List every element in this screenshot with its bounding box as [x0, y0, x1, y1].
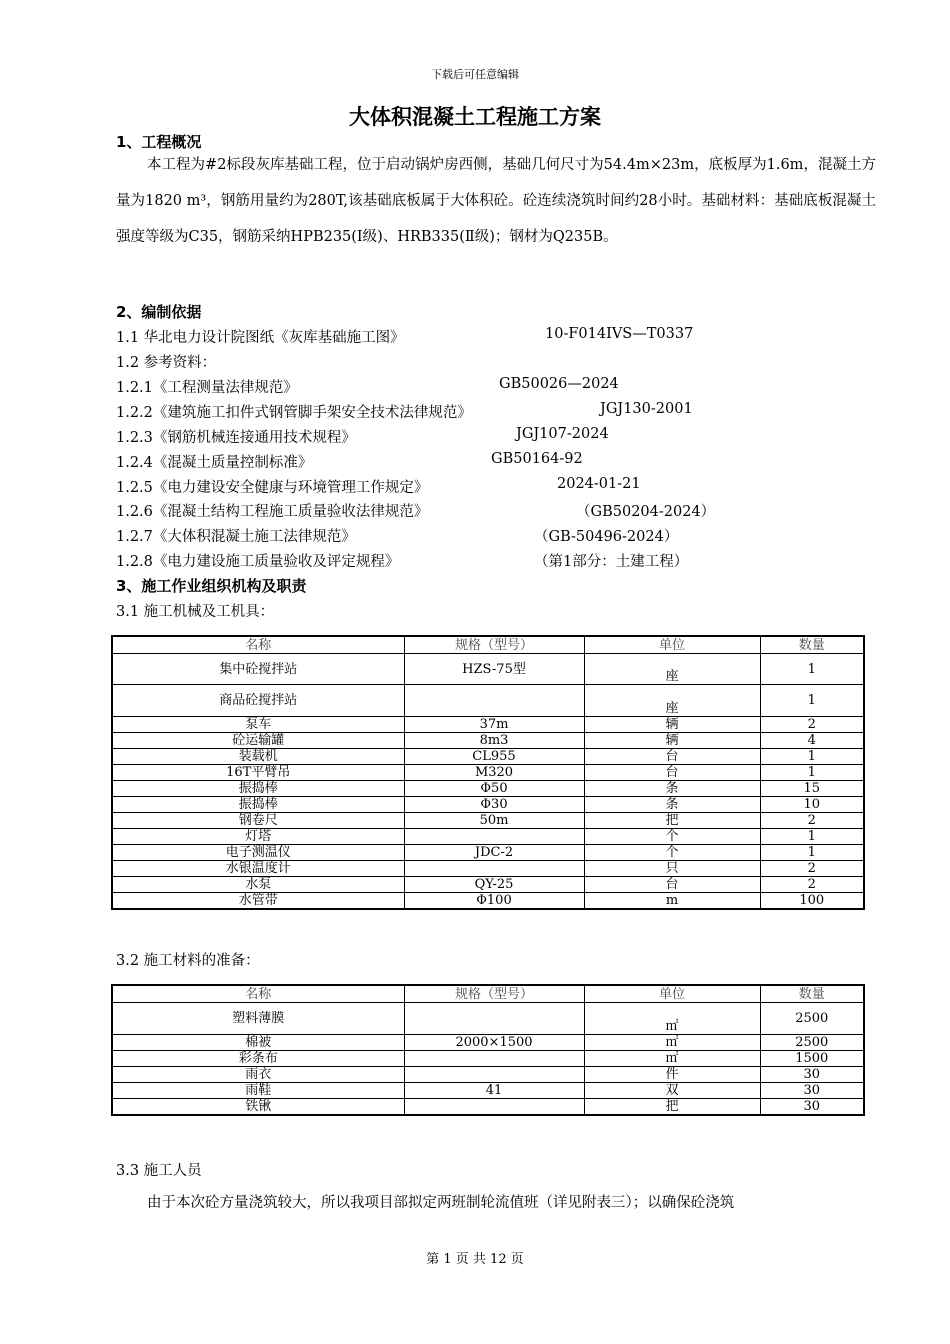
table-cell: 4 — [760, 733, 864, 749]
table-cell: 1 — [760, 829, 864, 845]
table-cell: 1 — [760, 685, 864, 717]
page-number: 第 1 页 共 12 页 — [426, 1252, 524, 1267]
table-row — [112, 1083, 864, 1099]
reference-code: GB50026—2024 — [499, 376, 619, 392]
document-title: 大体积混凝土工程施工方案 — [349, 105, 601, 129]
column-header: 数量 — [760, 636, 864, 654]
reference-label: 1.2 参考资料： — [116, 355, 217, 371]
table-row — [112, 749, 864, 765]
table-cell: 30 — [760, 1083, 864, 1099]
reference-code: （GB50204-2024） — [576, 504, 716, 520]
table-cell: 台 — [584, 765, 760, 781]
table-cell — [404, 1051, 584, 1067]
table-cell: 2 — [760, 813, 864, 829]
table-cell: 1 — [760, 765, 864, 781]
table-row — [112, 685, 864, 717]
table-cell: 条 — [584, 781, 760, 797]
table-cell: 2 — [760, 877, 864, 893]
table-cell: 件 — [584, 1067, 760, 1083]
table-cell: JDC-2 — [404, 845, 584, 861]
table-cell: 2 — [760, 861, 864, 877]
reference-code: 10-F014IVS—T0337 — [545, 326, 694, 342]
table-cell: 8m3 — [404, 733, 584, 749]
table-row — [112, 1035, 864, 1051]
table-cell: 个 — [584, 845, 760, 861]
table-row — [112, 733, 864, 749]
table-row — [112, 797, 864, 813]
table-row — [112, 781, 864, 797]
table-cell: 雨衣 — [112, 1067, 404, 1083]
table-cell: 水银温度计 — [112, 861, 404, 877]
table-cell: 2 — [760, 717, 864, 733]
table-cell: M320 — [404, 765, 584, 781]
section-3-1-heading: 3.1 施工机械及工机具： — [116, 604, 275, 620]
header-note: 下载后可任意编辑 — [431, 68, 519, 81]
section-2-heading: 2、编制依据 — [116, 303, 202, 321]
reference-code: 2024-01-21 — [557, 476, 641, 492]
table-cell — [404, 1099, 584, 1116]
table-cell: QY-25 — [404, 877, 584, 893]
table-cell: 砼运输罐 — [112, 733, 404, 749]
table-cell: 装载机 — [112, 749, 404, 765]
column-header: 规格（型号） — [404, 985, 584, 1003]
table-row — [112, 893, 864, 910]
table-row — [112, 717, 864, 733]
table-cell: 100 — [760, 893, 864, 910]
column-header: 名称 — [112, 636, 404, 654]
reference-label: 1.2.2《建筑施工扣件式钢管脚手架安全技术法律规范》 — [116, 405, 472, 421]
table-cell: Φ30 — [404, 797, 584, 813]
table-cell: 座 — [584, 654, 760, 685]
table-cell: 41 — [404, 1083, 584, 1099]
reference-label: 1.1 华北电力设计院图纸《灰库基础施工图》 — [116, 330, 405, 346]
column-header: 名称 — [112, 985, 404, 1003]
table-cell: 1 — [760, 845, 864, 861]
table-cell: 铁锹 — [112, 1099, 404, 1116]
machinery-table — [111, 635, 865, 910]
column-header: 规格（型号） — [404, 636, 584, 654]
section-3-3-heading: 3.3 施工人员 — [116, 1163, 202, 1179]
table-row — [112, 877, 864, 893]
table-cell — [404, 861, 584, 877]
table-row — [112, 845, 864, 861]
reference-label: 1.2.1《工程测量法律规范》 — [116, 380, 298, 396]
table-cell — [404, 829, 584, 845]
table-cell — [404, 685, 584, 717]
table-cell: m — [584, 893, 760, 910]
table-cell: 水泵 — [112, 877, 404, 893]
table-cell: 辆 — [584, 717, 760, 733]
table-cell — [404, 1003, 584, 1035]
table-cell: 把 — [584, 1099, 760, 1116]
table-cell: 振捣棒 — [112, 781, 404, 797]
table-cell: 16T平臂吊 — [112, 765, 404, 781]
table-row — [112, 861, 864, 877]
table-cell: 商品砼搅拌站 — [112, 685, 404, 717]
column-header: 单位 — [584, 636, 760, 654]
column-header: 数量 — [760, 985, 864, 1003]
table-cell: 振捣棒 — [112, 797, 404, 813]
table-cell: 辆 — [584, 733, 760, 749]
table-cell: 条 — [584, 797, 760, 813]
table-row — [112, 829, 864, 845]
table-cell: 15 — [760, 781, 864, 797]
reference-label: 1.2.5《电力建设安全健康与环境管理工作规定》 — [116, 480, 429, 496]
table-cell: 电子测温仪 — [112, 845, 404, 861]
table-cell: 台 — [584, 749, 760, 765]
reference-code: （第1部分：土建工程） — [534, 554, 689, 570]
table-cell: 10 — [760, 797, 864, 813]
table-cell: 座 — [584, 685, 760, 717]
table-cell: HZS-75型 — [404, 654, 584, 685]
table-cell: Φ100 — [404, 893, 584, 910]
table-row — [112, 1051, 864, 1067]
table-cell: 个 — [584, 829, 760, 845]
column-header: 单位 — [584, 985, 760, 1003]
table-cell: 37m — [404, 717, 584, 733]
reference-code: （GB-50496-2024） — [534, 529, 679, 545]
table-row — [112, 1099, 864, 1116]
table-header-row — [112, 985, 864, 1003]
table-cell: ㎡ — [584, 1003, 760, 1035]
table-cell: 50m — [404, 813, 584, 829]
reference-code: JGJ130-2001 — [600, 401, 693, 417]
table-row — [112, 1067, 864, 1083]
reference-label: 1.2.6《混凝土结构工程施工质量验收法律规范》 — [116, 504, 429, 520]
table-cell: 棉被 — [112, 1035, 404, 1051]
table-cell: 雨鞋 — [112, 1083, 404, 1099]
materials-table — [111, 984, 865, 1116]
table-cell: 水管带 — [112, 893, 404, 910]
reference-label: 1.2.8《电力建设施工质量验收及评定规程》 — [116, 554, 400, 570]
table-row — [112, 765, 864, 781]
reference-label: 1.2.3《钢筋机械连接通用技术规程》 — [116, 430, 356, 446]
reference-code: GB50164-92 — [491, 451, 583, 467]
table-cell: 双 — [584, 1083, 760, 1099]
table-cell: 泵车 — [112, 717, 404, 733]
table-cell: ㎡ — [584, 1035, 760, 1051]
table-cell: 2000×1500 — [404, 1035, 584, 1051]
table-header-row — [112, 636, 864, 654]
table-cell: 1 — [760, 749, 864, 765]
section-1-body: 本工程为#2标段灰库基础工程，位于启动锅炉房西侧，基础几何尺寸为54.4m×23m，底板厚为1.6m，混凝土方量为1820 m³，钢筋用量约为280T,该基础底板属于大体积砼。砼连续浇筑时间约28小时。基础材料：基础底板混凝土强度等级为C35，钢筋采纳HPB235(Ⅰ级)、HRB335(Ⅱ级)；钢材为Q235B。 — [116, 157, 876, 245]
section-1-heading: 1、工程概况 — [116, 133, 202, 151]
table-cell: 30 — [760, 1099, 864, 1116]
reference-code: JGJ107-2024 — [516, 426, 609, 442]
table-cell: 集中砼搅拌站 — [112, 654, 404, 685]
section-3-heading: 3、施工作业组织机构及职责 — [116, 577, 307, 595]
section-3-2-heading: 3.2 施工材料的准备： — [116, 953, 260, 969]
table-cell: 30 — [760, 1067, 864, 1083]
table-row — [112, 813, 864, 829]
table-cell: 灯塔 — [112, 829, 404, 845]
table-cell: 钢卷尺 — [112, 813, 404, 829]
table-cell: 1500 — [760, 1051, 864, 1067]
reference-label: 1.2.4《混凝土质量控制标准》 — [116, 455, 313, 471]
table-cell: Φ50 — [404, 781, 584, 797]
table-cell: 2500 — [760, 1035, 864, 1051]
table-row — [112, 654, 864, 685]
table-cell: 台 — [584, 877, 760, 893]
section-3-3-body: 由于本次砼方量浇筑较大，所以我项目部拟定两班制轮流值班（详见附表三）；以确保砼浇筑 — [147, 1195, 735, 1211]
table-cell — [404, 1067, 584, 1083]
table-row — [112, 1003, 864, 1035]
table-cell: 1 — [760, 654, 864, 685]
table-cell: 只 — [584, 861, 760, 877]
table-cell: 2500 — [760, 1003, 864, 1035]
reference-label: 1.2.7《大体积混凝土施工法律规范》 — [116, 529, 356, 545]
table-cell: ㎡ — [584, 1051, 760, 1067]
table-cell: 塑料薄膜 — [112, 1003, 404, 1035]
table-cell: CL955 — [404, 749, 584, 765]
table-cell: 把 — [584, 813, 760, 829]
table-cell: 彩条布 — [112, 1051, 404, 1067]
